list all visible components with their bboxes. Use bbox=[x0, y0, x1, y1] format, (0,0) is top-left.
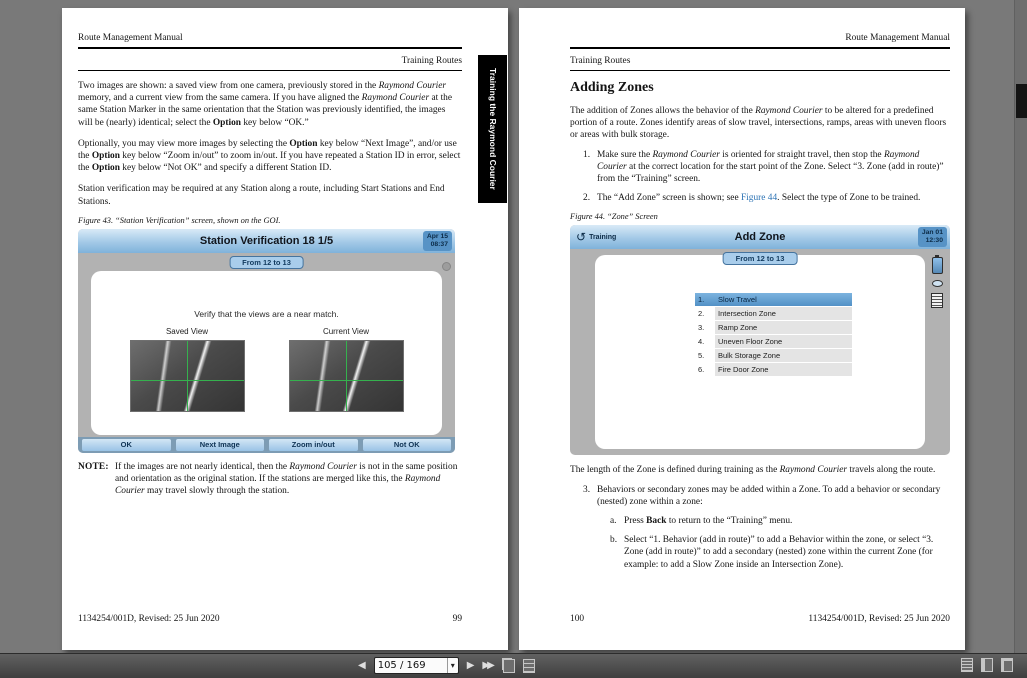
goi-date: Jan 01 bbox=[921, 229, 943, 237]
menu-item-intersection-zone: 2. Intersection Zone bbox=[695, 307, 852, 320]
page-number-input[interactable] bbox=[375, 660, 447, 671]
goi-instruction-text: Verify that the views are a near match. bbox=[194, 308, 339, 319]
goi-scroll-indicator-icon bbox=[442, 262, 451, 271]
paragraph-zone-length: The length of the Zone is defined during training as the Raymond Courier travels along the route. bbox=[570, 465, 936, 476]
section-rule bbox=[78, 70, 462, 71]
page-number-box[interactable] bbox=[374, 657, 459, 674]
list-item-3 bbox=[583, 484, 950, 508]
page-dropdown-icon[interactable]: ▾ bbox=[447, 658, 458, 673]
page-navigation-controls bbox=[358, 657, 535, 674]
saved-view-camera-image bbox=[130, 340, 245, 412]
menu-item-fire-door-zone: 6. Fire Door Zone bbox=[695, 363, 852, 376]
goi-content-card bbox=[91, 271, 442, 435]
note-text: If the images are not nearly identical, then the Raymond Courier is not in the same position and orientation as the original station. If the stations are merged like this, the Raymond Courier may travel slowly through the station. bbox=[115, 461, 458, 497]
goi-datetime-badge bbox=[918, 227, 947, 247]
page-footer bbox=[570, 614, 950, 624]
vertical-scrollbar[interactable] bbox=[1014, 0, 1027, 653]
goi-zoom-button: Zoom in/out bbox=[269, 439, 358, 451]
section-rule bbox=[570, 70, 950, 71]
page-99 bbox=[62, 8, 508, 650]
goi-route-badge: From 12 to 13 bbox=[229, 256, 304, 269]
goi-datetime-badge bbox=[423, 231, 452, 251]
chapter-tab-label: Training the Raymond Courier bbox=[488, 68, 498, 190]
page-100 bbox=[519, 8, 965, 650]
list-text: The “Add Zone” screen is shown; see Figure 44. Select the type of Zone to be trained. bbox=[597, 193, 921, 204]
goi-not-ok-button: Not OK bbox=[363, 439, 452, 451]
goi-zone-menu bbox=[695, 293, 852, 377]
list-text: Select “1. Behavior (add in route)” to add a Behavior within the zone, or select “3. Zone (add in route)” to add a secondary (nested) zone within the current Zone (for example: to add a Slow Zone inside an Intersection Zone). bbox=[624, 535, 934, 570]
footer-revision: 1134254/001D, Revised: 25 Jun 2020 bbox=[808, 614, 950, 624]
note-label: NOTE: bbox=[78, 461, 109, 472]
goi-route-badge: From 12 to 13 bbox=[723, 252, 798, 265]
goi-next-image-button: Next Image bbox=[176, 439, 265, 451]
dual-page-view-icon[interactable] bbox=[503, 659, 515, 673]
menu-item-ramp-zone: 3. Ramp Zone bbox=[695, 321, 852, 334]
footer-revision: 1134254/001D, Revised: 25 Jun 2020 bbox=[78, 614, 220, 624]
section-header: Training Routes bbox=[570, 56, 631, 66]
header-rule bbox=[78, 47, 462, 49]
goi-back-label: Training bbox=[589, 233, 617, 241]
continuous-view-icon[interactable] bbox=[523, 659, 535, 673]
note-block bbox=[78, 461, 462, 498]
list-number: a. bbox=[610, 516, 617, 527]
figure-43-caption: Figure 43. “Station Verification” screen, shown on the GOI. bbox=[78, 215, 281, 225]
history-forward-button[interactable]: ▶▶ bbox=[482, 660, 492, 671]
goi-status-icons bbox=[929, 257, 945, 308]
footer-page-number: 99 bbox=[452, 614, 462, 624]
goi-camera-views bbox=[91, 327, 442, 412]
list-number: 3. bbox=[583, 484, 591, 495]
back-arrow-icon: ↺ bbox=[576, 230, 587, 245]
running-header: Route Management Manual bbox=[78, 33, 183, 43]
figure-44-caption: Figure 44. “Zone” Screen bbox=[570, 212, 658, 222]
goi-back-group bbox=[576, 227, 616, 247]
scrollbar-thumb[interactable] bbox=[1016, 84, 1027, 118]
paragraph-two-images: Two images are shown: a saved view from one camera, previously stored in the Raymond Courier memory, and a current view from the same camera. If you have aligned the Raymond Courier at the same Station Marker in the same orientation that the Station was previously identified, the images will be (nearly) identical; select the Option key below “OK.” bbox=[78, 81, 453, 128]
previous-page-button[interactable]: ◀ bbox=[358, 660, 366, 671]
page-footer bbox=[78, 614, 462, 624]
list-text: Make sure the Raymond Courier is oriented for straight travel, then stop the Raymond Courier at the correct location for the start point of the Zone. Select “3. Zone (add in route)” from the “Training” screen. bbox=[597, 149, 944, 185]
paragraph-optionally: Optionally, you may view more images by selecting the Option key below “Next Image”, and/or use the Option key below “Zoom in/out” to zoom in/out. If you have repeated a Station ID in error, select the Option key below “Not OK” and specify a different Station ID. bbox=[78, 138, 461, 174]
goi-date: Apr 15 bbox=[426, 232, 448, 240]
paragraph-zones-intro: The addition of Zones allows the behavior of the Raymond Courier to be altered for a predefined portion of a route. Zones identify areas of slow travel, intersections, ramps, areas with uneven floors or areas with bulk storage. bbox=[570, 106, 947, 141]
list-text: Behaviors or secondary zones may be added within a Zone. To add a behavior or secondary (nested) zone within a zone: bbox=[597, 484, 941, 507]
list-item-2 bbox=[583, 192, 950, 204]
keypad-icon bbox=[931, 293, 943, 308]
current-view-block bbox=[289, 327, 404, 412]
goi-ok-button: OK bbox=[82, 439, 171, 451]
list-item-3a bbox=[610, 515, 950, 527]
running-header: Route Management Manual bbox=[845, 33, 950, 43]
goi-screen-title: Station Verification 18 1/5 bbox=[199, 234, 334, 247]
saved-view-label: Saved View bbox=[165, 326, 209, 336]
section-header: Training Routes bbox=[401, 56, 462, 66]
menu-item-uneven-floor-zone: 4. Uneven Floor Zone bbox=[695, 335, 852, 348]
next-page-button[interactable]: ▶ bbox=[466, 660, 475, 671]
goi-time: 08:37 bbox=[430, 240, 448, 248]
menu-item-bulk-storage-zone: 5. Bulk Storage Zone bbox=[695, 349, 852, 362]
figure-43-screenshot bbox=[78, 229, 455, 453]
goi-header-bar bbox=[570, 225, 950, 249]
paragraph-station-verification: Station verification may be required at any Station along a route, including Start Stations and End Stations. bbox=[78, 184, 445, 207]
figure-44-screenshot bbox=[570, 225, 950, 455]
thumbnails-panel-icon[interactable] bbox=[961, 658, 973, 672]
bookmarks-panel-icon[interactable] bbox=[981, 658, 993, 672]
header-rule bbox=[570, 47, 950, 49]
goi-screen-title: Add Zone bbox=[734, 231, 786, 244]
list-number: 1. bbox=[583, 149, 591, 160]
saved-view-block bbox=[130, 327, 245, 412]
list-number: 2. bbox=[583, 193, 591, 204]
viewer-toolbar bbox=[0, 653, 1027, 678]
current-view-label: Current View bbox=[322, 326, 370, 336]
list-item-3b bbox=[610, 534, 950, 571]
footer-page-number: 100 bbox=[570, 614, 585, 624]
goi-time: 12:30 bbox=[925, 237, 943, 245]
current-view-camera-image bbox=[289, 340, 404, 412]
list-item-1 bbox=[583, 149, 950, 186]
eye-icon bbox=[932, 280, 943, 287]
panel-toggle-controls bbox=[961, 658, 1013, 672]
attachments-panel-icon[interactable] bbox=[1001, 658, 1013, 672]
list-number: b. bbox=[610, 535, 618, 546]
chapter-tab bbox=[478, 55, 507, 203]
battery-icon bbox=[932, 257, 943, 274]
goi-button-row bbox=[78, 437, 455, 453]
adding-zones-heading: Adding Zones bbox=[570, 80, 654, 95]
list-text: Press Back to return to the “Training” menu. bbox=[624, 516, 793, 527]
menu-item-slow-travel: 1. Slow Travel bbox=[695, 293, 852, 306]
goi-header-bar bbox=[78, 229, 455, 253]
figure-cross-reference-link[interactable]: Figure 44 bbox=[740, 193, 778, 204]
